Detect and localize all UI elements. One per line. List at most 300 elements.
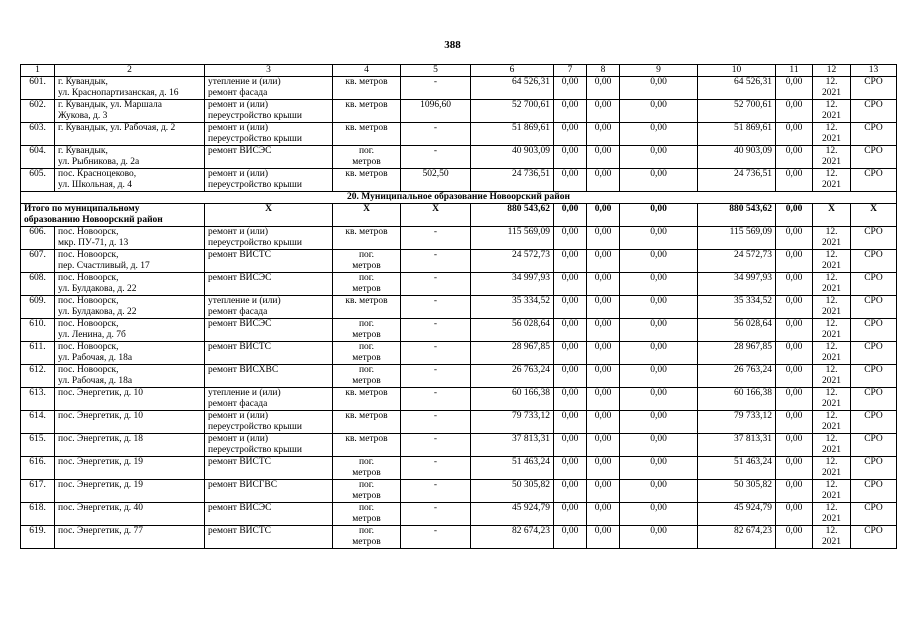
value-cell-7: 0,00 xyxy=(554,457,587,480)
work-type-cell xyxy=(205,169,333,192)
address-cell xyxy=(55,250,205,273)
value-cell-7: 0,00 xyxy=(554,169,587,192)
total-work-cell: X xyxy=(205,204,333,227)
deadline-cell-line1: 12. xyxy=(825,273,838,283)
column-number-header: 13 xyxy=(851,65,897,77)
deadline-cell-line2: 2021 xyxy=(822,491,841,501)
deadline-cell-line2: 2021 xyxy=(822,376,841,386)
work-type-cell xyxy=(205,365,333,388)
value-cell-11: 0,00 xyxy=(776,526,813,549)
deadline-cell xyxy=(813,526,851,549)
cost-cell: 60 166,38 xyxy=(471,388,554,411)
deadline-cell-line2: 2021 xyxy=(822,238,841,248)
work-type-cell xyxy=(205,480,333,503)
row-number-cell: 614. xyxy=(21,411,55,434)
column-number-header: 7 xyxy=(554,65,587,77)
cost-cell: 115 569,09 xyxy=(471,227,554,250)
value-cell-10: 37 813,31 xyxy=(698,434,776,457)
table-row xyxy=(21,365,897,388)
value-cell-9: 0,00 xyxy=(620,250,698,273)
deadline-cell-line1: 12. xyxy=(825,388,838,398)
work-type-cell-line1: утепление и (или) xyxy=(208,296,281,306)
work-type-cell-line1: ремонт ВИСТС xyxy=(208,526,272,536)
column-number-header: 2 xyxy=(55,65,205,77)
deadline-cell xyxy=(813,480,851,503)
table-row xyxy=(21,411,897,434)
deadline-cell-line1: 12. xyxy=(825,77,838,87)
total-value-cell-8: 0,00 xyxy=(587,204,620,227)
value-cell-9: 0,00 xyxy=(620,503,698,526)
work-type-cell-line1: ремонт и (или) xyxy=(208,169,269,179)
work-type-cell xyxy=(205,434,333,457)
address-cell-line2: ул. Краснопартизанская, д. 16 xyxy=(58,88,179,98)
quantity-cell: - xyxy=(401,388,471,411)
page-number: 388 xyxy=(444,39,461,51)
value-cell-8: 0,00 xyxy=(587,273,620,296)
address-cell-line1: пос. Новоорск, xyxy=(58,273,119,283)
table-row xyxy=(21,77,897,100)
work-type-cell-line2: переустройство крыши xyxy=(208,445,302,455)
work-type-cell-line1: утепление и (или) xyxy=(208,77,281,87)
row-number-cell: 607. xyxy=(21,250,55,273)
value-cell-7: 0,00 xyxy=(554,526,587,549)
address-cell-line1: пос. Красноцеково, xyxy=(58,169,137,179)
total-value-cell-11: 0,00 xyxy=(776,204,813,227)
deadline-cell-line2: 2021 xyxy=(822,353,841,363)
deadline-cell-line2: 2021 xyxy=(822,514,841,524)
row-number-cell: 613. xyxy=(21,388,55,411)
value-cell-9: 0,00 xyxy=(620,457,698,480)
deadline-cell xyxy=(813,296,851,319)
value-cell-9: 0,00 xyxy=(620,434,698,457)
deadline-cell-line2: 2021 xyxy=(822,445,841,455)
value-cell-7: 0,00 xyxy=(554,273,587,296)
value-cell-8: 0,00 xyxy=(587,77,620,100)
unit-cell-line1: пог. xyxy=(358,365,375,375)
unit-cell-line1: кв. метров xyxy=(345,169,388,179)
value-cell-7: 0,00 xyxy=(554,365,587,388)
deadline-cell-line1: 12. xyxy=(825,169,838,179)
value-cell-9: 0,00 xyxy=(620,480,698,503)
unit-cell-line2: метров xyxy=(352,491,381,501)
value-cell-11: 0,00 xyxy=(776,342,813,365)
cost-cell: 51 463,24 xyxy=(471,457,554,480)
unit-cell-line1: кв. метров xyxy=(345,100,388,110)
address-cell xyxy=(55,503,205,526)
deadline-cell xyxy=(813,77,851,100)
work-type-cell-line1: ремонт ВИСТС xyxy=(208,250,272,260)
work-type-cell-line2: переустройство крыши xyxy=(208,180,302,190)
value-cell-11: 0,00 xyxy=(776,480,813,503)
unit-cell xyxy=(333,411,401,434)
value-cell-9: 0,00 xyxy=(620,123,698,146)
work-type-cell-line2: ремонт фасада xyxy=(208,88,268,98)
deadline-cell xyxy=(813,250,851,273)
address-cell xyxy=(55,411,205,434)
organization-cell: СРО xyxy=(851,169,897,192)
cost-cell: 82 674,23 xyxy=(471,526,554,549)
work-type-cell xyxy=(205,77,333,100)
column-number-header: 3 xyxy=(205,65,333,77)
value-cell-8: 0,00 xyxy=(587,169,620,192)
table-row xyxy=(21,526,897,549)
value-cell-7: 0,00 xyxy=(554,319,587,342)
unit-cell xyxy=(333,503,401,526)
unit-cell xyxy=(333,388,401,411)
organization-cell: СРО xyxy=(851,526,897,549)
value-cell-7: 0,00 xyxy=(554,342,587,365)
address-cell xyxy=(55,342,205,365)
deadline-cell-line2: 2021 xyxy=(822,422,841,432)
address-cell-line2: ул. Рабочая, д. 18а xyxy=(58,376,133,386)
unit-cell xyxy=(333,100,401,123)
value-cell-8: 0,00 xyxy=(587,296,620,319)
row-number-cell: 604. xyxy=(21,146,55,169)
value-cell-11: 0,00 xyxy=(776,77,813,100)
row-number-cell: 619. xyxy=(21,526,55,549)
row-number-cell: 601. xyxy=(21,77,55,100)
address-cell-line1: пос. Новоорск, xyxy=(58,227,119,237)
deadline-cell xyxy=(813,273,851,296)
column-number-header: 6 xyxy=(471,65,554,77)
deadline-cell xyxy=(813,342,851,365)
value-cell-11: 0,00 xyxy=(776,296,813,319)
section-heading-row xyxy=(21,192,897,204)
unit-cell-line1: пог. xyxy=(358,146,375,156)
cost-cell: 51 869,61 xyxy=(471,123,554,146)
organization-cell: СРО xyxy=(851,457,897,480)
work-type-cell-line2: ремонт фасада xyxy=(208,399,268,409)
organization-cell: СРО xyxy=(851,503,897,526)
value-cell-7: 0,00 xyxy=(554,146,587,169)
unit-cell-line1: пог. xyxy=(358,250,375,260)
address-cell-line1: пос. Новоорск, xyxy=(58,342,119,352)
address-cell-line2: ул. Булдакова, д. 22 xyxy=(58,307,137,317)
work-type-cell xyxy=(205,100,333,123)
unit-cell xyxy=(333,146,401,169)
value-cell-9: 0,00 xyxy=(620,296,698,319)
total-row xyxy=(21,204,897,227)
unit-cell-line2: метров xyxy=(352,376,381,386)
value-cell-7: 0,00 xyxy=(554,434,587,457)
total-value-cell-10: 880 543,62 xyxy=(698,204,776,227)
row-number-cell: 602. xyxy=(21,100,55,123)
work-type-cell xyxy=(205,146,333,169)
work-type-cell-line2: переустройство крыши xyxy=(208,238,302,248)
unit-cell xyxy=(333,250,401,273)
quantity-cell: - xyxy=(401,342,471,365)
value-cell-9: 0,00 xyxy=(620,227,698,250)
address-cell-line1: пос. Энергетик, д. 77 xyxy=(58,526,144,536)
address-cell-line1: пос. Энергетик, д. 10 xyxy=(58,411,144,421)
work-type-cell xyxy=(205,296,333,319)
deadline-cell xyxy=(813,146,851,169)
address-cell xyxy=(55,526,205,549)
cost-cell: 79 733,12 xyxy=(471,411,554,434)
work-type-cell-line1: ремонт ВИСЭС xyxy=(208,503,272,513)
organization-cell: СРО xyxy=(851,365,897,388)
address-cell-line2: ул. Рыбникова, д. 2а xyxy=(58,157,140,167)
unit-cell xyxy=(333,365,401,388)
address-cell xyxy=(55,146,205,169)
work-type-cell xyxy=(205,457,333,480)
value-cell-8: 0,00 xyxy=(587,365,620,388)
value-cell-9: 0,00 xyxy=(620,273,698,296)
value-cell-10: 35 334,52 xyxy=(698,296,776,319)
cost-cell: 26 763,24 xyxy=(471,365,554,388)
table-row xyxy=(21,146,897,169)
organization-cell: СРО xyxy=(851,388,897,411)
deadline-cell xyxy=(813,365,851,388)
organization-cell: СРО xyxy=(851,250,897,273)
value-cell-8: 0,00 xyxy=(587,100,620,123)
deadline-cell-line2: 2021 xyxy=(822,537,841,547)
value-cell-7: 0,00 xyxy=(554,250,587,273)
row-number-cell: 609. xyxy=(21,296,55,319)
address-cell xyxy=(55,365,205,388)
address-cell-line1: пос. Энергетик, д. 18 xyxy=(58,434,144,444)
organization-cell: СРО xyxy=(851,434,897,457)
row-number-cell: 610. xyxy=(21,319,55,342)
total-value-cell-13: X xyxy=(851,204,897,227)
row-number-cell: 611. xyxy=(21,342,55,365)
row-number-cell: 605. xyxy=(21,169,55,192)
table-row xyxy=(21,480,897,503)
value-cell-11: 0,00 xyxy=(776,388,813,411)
address-cell-line2: Жукова, д. 3 xyxy=(58,111,108,121)
work-type-cell-line1: ремонт ВИСТС xyxy=(208,457,272,467)
value-cell-10: 50 305,82 xyxy=(698,480,776,503)
unit-cell-line2: метров xyxy=(352,468,381,478)
deadline-cell xyxy=(813,100,851,123)
deadline-cell-line2: 2021 xyxy=(822,157,841,167)
work-type-cell-line2: переустройство крыши xyxy=(208,134,302,144)
cost-cell: 52 700,61 xyxy=(471,100,554,123)
value-cell-11: 0,00 xyxy=(776,169,813,192)
value-cell-11: 0,00 xyxy=(776,365,813,388)
total-value-cell-7: 0,00 xyxy=(554,204,587,227)
unit-cell-line1: пог. xyxy=(358,480,375,490)
deadline-cell-line1: 12. xyxy=(825,457,838,467)
unit-cell-line1: кв. метров xyxy=(345,123,388,133)
unit-cell-line1: кв. метров xyxy=(345,296,388,306)
address-cell-line1: пос. Новоорск, xyxy=(58,250,119,260)
cost-cell: 24 572,73 xyxy=(471,250,554,273)
table-row xyxy=(21,503,897,526)
section-title: 20. Муниципальное образование Новоорский район xyxy=(21,192,897,204)
value-cell-10: 34 997,93 xyxy=(698,273,776,296)
work-type-cell-line1: ремонт и (или) xyxy=(208,123,269,133)
work-type-cell-line1: ремонт и (или) xyxy=(208,411,269,421)
unit-cell-line2: метров xyxy=(352,157,381,167)
table-row xyxy=(21,457,897,480)
cost-cell: 64 526,31 xyxy=(471,77,554,100)
value-cell-7: 0,00 xyxy=(554,411,587,434)
deadline-cell-line2: 2021 xyxy=(822,468,841,478)
value-cell-7: 0,00 xyxy=(554,123,587,146)
unit-cell xyxy=(333,434,401,457)
total-cost-cell: 880 543,62 xyxy=(471,204,554,227)
value-cell-9: 0,00 xyxy=(620,319,698,342)
table-row xyxy=(21,434,897,457)
value-cell-8: 0,00 xyxy=(587,434,620,457)
value-cell-11: 0,00 xyxy=(776,319,813,342)
unit-cell xyxy=(333,123,401,146)
quantity-cell: - xyxy=(401,457,471,480)
registry-table xyxy=(20,64,897,549)
value-cell-7: 0,00 xyxy=(554,480,587,503)
address-cell-line1: г. Кувандык, xyxy=(58,77,108,87)
column-number-header: 10 xyxy=(698,65,776,77)
unit-cell xyxy=(333,169,401,192)
value-cell-8: 0,00 xyxy=(587,123,620,146)
quantity-cell: - xyxy=(401,434,471,457)
organization-cell: СРО xyxy=(851,77,897,100)
address-cell xyxy=(55,434,205,457)
cost-cell: 35 334,52 xyxy=(471,296,554,319)
deadline-cell-line2: 2021 xyxy=(822,307,841,317)
deadline-cell-line2: 2021 xyxy=(822,261,841,271)
work-type-cell-line1: утепление и (или) xyxy=(208,388,281,398)
cost-cell: 56 028,64 xyxy=(471,319,554,342)
total-label-line2: образованию Новоорский район xyxy=(24,215,163,225)
deadline-cell xyxy=(813,457,851,480)
work-type-cell-line1: ремонт ВИСХВС xyxy=(208,365,279,375)
work-type-cell-line1: ремонт ВИСЭС xyxy=(208,319,272,329)
table-row xyxy=(21,169,897,192)
deadline-cell-line2: 2021 xyxy=(822,284,841,294)
unit-cell xyxy=(333,526,401,549)
column-number-header: 9 xyxy=(620,65,698,77)
value-cell-11: 0,00 xyxy=(776,273,813,296)
deadline-cell xyxy=(813,227,851,250)
work-type-cell-line2: переустройство крыши xyxy=(208,111,302,121)
cost-cell: 37 813,31 xyxy=(471,434,554,457)
organization-cell: СРО xyxy=(851,146,897,169)
column-number-header: 11 xyxy=(776,65,813,77)
unit-cell xyxy=(333,227,401,250)
deadline-cell-line1: 12. xyxy=(825,342,838,352)
value-cell-10: 52 700,61 xyxy=(698,100,776,123)
value-cell-7: 0,00 xyxy=(554,100,587,123)
total-quantity-cell: X xyxy=(401,204,471,227)
unit-cell xyxy=(333,457,401,480)
deadline-cell xyxy=(813,123,851,146)
value-cell-8: 0,00 xyxy=(587,388,620,411)
deadline-cell-line1: 12. xyxy=(825,146,838,156)
value-cell-7: 0,00 xyxy=(554,77,587,100)
table-row xyxy=(21,227,897,250)
unit-cell-line2: метров xyxy=(352,261,381,271)
organization-cell: СРО xyxy=(851,411,897,434)
value-cell-9: 0,00 xyxy=(620,100,698,123)
deadline-cell-line2: 2021 xyxy=(822,399,841,409)
work-type-cell-line2: ремонт фасада xyxy=(208,307,268,317)
address-cell xyxy=(55,388,205,411)
column-number-header: 12 xyxy=(813,65,851,77)
address-cell-line1: пос. Энергетик, д. 19 xyxy=(58,480,144,490)
row-number-cell: 615. xyxy=(21,434,55,457)
deadline-cell-line1: 12. xyxy=(825,250,838,260)
deadline-cell-line2: 2021 xyxy=(822,330,841,340)
work-type-cell xyxy=(205,388,333,411)
work-type-cell xyxy=(205,503,333,526)
value-cell-9: 0,00 xyxy=(620,388,698,411)
cost-cell: 24 736,51 xyxy=(471,169,554,192)
value-cell-10: 26 763,24 xyxy=(698,365,776,388)
deadline-cell-line1: 12. xyxy=(825,434,838,444)
quantity-cell: - xyxy=(401,296,471,319)
quantity-cell: - xyxy=(401,227,471,250)
value-cell-10: 45 924,79 xyxy=(698,503,776,526)
table-row xyxy=(21,100,897,123)
value-cell-7: 0,00 xyxy=(554,388,587,411)
quantity-cell: - xyxy=(401,503,471,526)
address-cell-line1: пос. Новоорск, xyxy=(58,365,119,375)
value-cell-10: 60 166,38 xyxy=(698,388,776,411)
quantity-cell: - xyxy=(401,77,471,100)
address-cell xyxy=(55,273,205,296)
table-row xyxy=(21,388,897,411)
value-cell-9: 0,00 xyxy=(620,169,698,192)
quantity-cell: - xyxy=(401,146,471,169)
unit-cell-line2: метров xyxy=(352,330,381,340)
row-number-cell: 608. xyxy=(21,273,55,296)
work-type-cell-line2: переустройство крыши xyxy=(208,422,302,432)
organization-cell: СРО xyxy=(851,123,897,146)
total-label-line1: Итого по муниципальному xyxy=(24,204,140,214)
table-row xyxy=(21,319,897,342)
value-cell-10: 24 572,73 xyxy=(698,250,776,273)
unit-cell xyxy=(333,480,401,503)
address-cell-line1: пос. Энергетик, д. 19 xyxy=(58,457,144,467)
cost-cell: 50 305,82 xyxy=(471,480,554,503)
deadline-cell-line2: 2021 xyxy=(822,134,841,144)
address-cell-line1: пос. Новоорск, xyxy=(58,296,119,306)
deadline-cell-line1: 12. xyxy=(825,227,838,237)
quantity-cell: 502,50 xyxy=(401,169,471,192)
value-cell-10: 56 028,64 xyxy=(698,319,776,342)
value-cell-10: 82 674,23 xyxy=(698,526,776,549)
cost-cell: 28 967,85 xyxy=(471,342,554,365)
quantity-cell: - xyxy=(401,411,471,434)
table-row xyxy=(21,123,897,146)
deadline-cell xyxy=(813,434,851,457)
value-cell-8: 0,00 xyxy=(587,457,620,480)
deadline-cell-line1: 12. xyxy=(825,123,838,133)
cost-cell: 40 903,09 xyxy=(471,146,554,169)
unit-cell-line2: метров xyxy=(352,514,381,524)
unit-cell-line1: кв. метров xyxy=(345,227,388,237)
value-cell-9: 0,00 xyxy=(620,77,698,100)
value-cell-10: 51 463,24 xyxy=(698,457,776,480)
address-cell-line1: г. Кувандык, ул. Рабочая, д. 2 xyxy=(58,123,176,133)
value-cell-11: 0,00 xyxy=(776,434,813,457)
address-cell-line1: пос. Энергетик, д. 40 xyxy=(58,503,144,513)
organization-cell: СРО xyxy=(851,480,897,503)
value-cell-11: 0,00 xyxy=(776,227,813,250)
address-cell-line1: пос. Энергетик, д. 10 xyxy=(58,388,144,398)
unit-cell-line1: кв. метров xyxy=(345,388,388,398)
work-type-cell-line1: ремонт ВИСТС xyxy=(208,342,272,352)
deadline-cell-line1: 12. xyxy=(825,319,838,329)
value-cell-9: 0,00 xyxy=(620,526,698,549)
quantity-cell: - xyxy=(401,480,471,503)
address-cell-line2: пер. Счастливый, д. 17 xyxy=(58,261,150,271)
quantity-cell: - xyxy=(401,319,471,342)
table-body xyxy=(21,65,897,549)
row-number-cell: 612. xyxy=(21,365,55,388)
